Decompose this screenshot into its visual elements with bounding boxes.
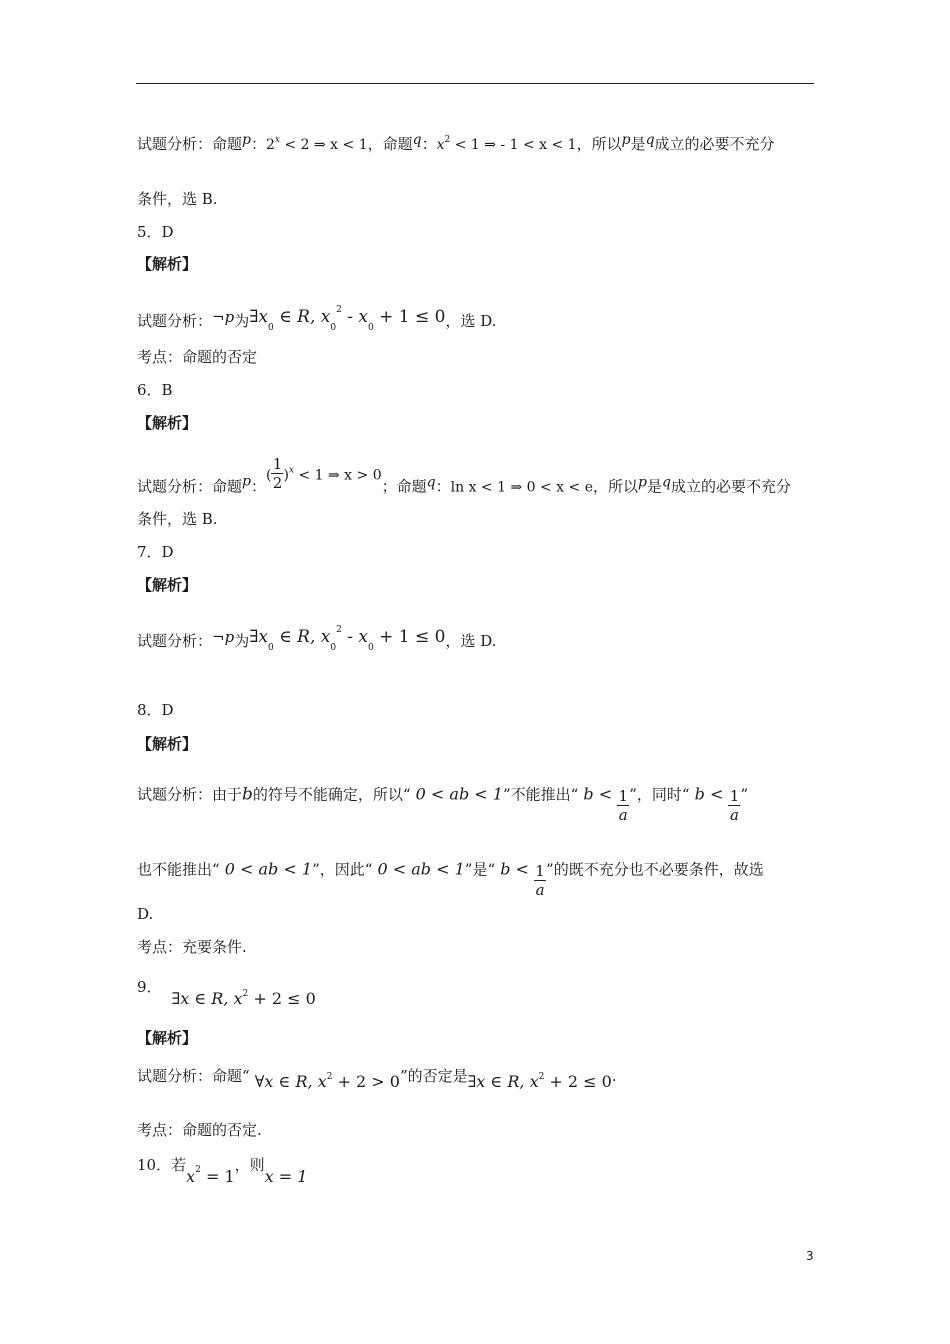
text: 成立的必要不充分 <box>670 477 791 496</box>
math-p: p <box>621 132 631 148</box>
math-expr: x <box>186 1167 196 1186</box>
fraction <box>534 863 546 898</box>
text: ： <box>421 135 437 153</box>
text: ，则 <box>234 1156 265 1174</box>
text: 的符号不能确定，所以“ <box>252 785 411 804</box>
text: 是 <box>646 477 662 496</box>
header-rule <box>136 83 814 84</box>
numerator: 1 <box>729 787 740 805</box>
text: ： <box>435 477 451 496</box>
math-expr: + 1 ≤ 0 <box>373 627 446 647</box>
analysis-line-8b <box>137 853 764 899</box>
math-q: q <box>426 474 436 491</box>
paren: ( <box>266 467 272 484</box>
numerator: 1 <box>272 455 283 473</box>
math-expr: ln x < 1 ⇒ 0 < x < e <box>450 479 593 496</box>
text: ，选 D. <box>445 632 497 650</box>
answer-9 <box>137 977 316 1009</box>
text: ”，同时“ <box>629 785 690 804</box>
section-label: 【解析】 <box>137 576 198 594</box>
section-label: 【解析】 <box>137 255 198 273</box>
answer-number: 5．D <box>137 223 174 241</box>
math-expr: ∈ R, x <box>273 307 331 327</box>
text: 试题分析： <box>137 312 213 330</box>
section-label: 【解析】 <box>137 1029 198 1047</box>
text: ”，因此“ <box>312 860 373 879</box>
math-not-p: ¬p <box>212 308 235 326</box>
math-sup: 2 <box>444 135 451 145</box>
math-expr: < 1 ⇒ - 1 < x < 1 <box>450 137 577 153</box>
math-expr: + 1 ≤ 0 <box>373 307 446 327</box>
text: ”是“ <box>464 860 496 879</box>
analysis-line-4 <box>137 130 775 155</box>
math-sub: 0 <box>330 323 337 333</box>
analysis-line-7 <box>137 620 496 658</box>
math-sub: 0 <box>268 643 274 653</box>
text: ”的既不充分也不必要条件，故选 <box>546 860 764 879</box>
math-expr: 0 < ab < 1 <box>372 859 465 879</box>
text: 试题分析：命题 <box>137 477 243 496</box>
math-p: p <box>242 473 251 490</box>
answer-10 <box>137 1155 307 1187</box>
denominator: a <box>618 806 628 824</box>
math-sup: x <box>274 135 280 145</box>
math-expr: ∀x ∈ R, x <box>249 1072 327 1091</box>
math-expr: < 2 ⇒ x < 1 <box>280 137 368 153</box>
text-line: 条件，选 B. <box>137 510 218 528</box>
math-expr: + 2 ≤ 0 <box>248 989 316 1008</box>
text: ”不能推出“ <box>502 785 579 804</box>
math-sup: 2 <box>336 625 342 635</box>
text: 是 <box>630 135 646 153</box>
fraction <box>271 456 283 491</box>
numerator: 1 <box>535 862 545 880</box>
analysis-line-9 <box>137 1066 617 1092</box>
answer-number: 10．若 <box>137 1156 187 1174</box>
math-expr: - x <box>341 627 368 647</box>
text: ，所以 <box>576 135 622 153</box>
math-fraction-expr <box>266 455 382 493</box>
math-expr: x = 1 <box>264 1167 308 1186</box>
text: ： <box>250 477 266 496</box>
math-expr: ∃x ∈ R, x <box>467 1072 539 1091</box>
math-expr: b < <box>578 784 618 804</box>
math-sub: 0 <box>367 323 374 333</box>
math-sup: 2 <box>336 305 342 315</box>
math-expr: < 1 ⇒ x > 0 <box>294 467 382 484</box>
paren: ) <box>283 467 289 484</box>
math-expr: ∃x <box>249 627 269 647</box>
denominator: a <box>729 806 739 824</box>
math-expr: ∃x ∈ R, x <box>171 989 243 1008</box>
text: 试题分析： <box>137 632 213 650</box>
section-label: 【解析】 <box>137 735 198 753</box>
fraction <box>728 788 740 823</box>
answer-number: 7．D <box>137 543 174 561</box>
math-q: q <box>661 474 671 491</box>
text: 为 <box>234 632 250 650</box>
math-expr: + 2 > 0 <box>332 1072 400 1091</box>
math-sub: 0 <box>330 643 337 653</box>
numerator: 1 <box>618 787 628 805</box>
denominator: 2 <box>272 474 283 492</box>
math-expr: x <box>436 137 445 153</box>
math-expr: + 2 ≤ 0 <box>544 1072 612 1091</box>
text-line: 条件，选 B. <box>137 190 218 208</box>
answer-number: 9． <box>137 978 162 996</box>
kaodian-line: 考点：命题的否定. <box>137 1121 262 1139</box>
math-not-p: ¬p <box>212 628 235 646</box>
kaodian-line: 考点：命题的否定 <box>137 348 258 366</box>
analysis-line-5 <box>137 300 496 338</box>
kaodian-line: 考点：充要条件. <box>137 938 247 956</box>
text: 为 <box>234 312 250 330</box>
text: ，所以 <box>592 477 638 496</box>
text: 试题分析：由于 <box>137 785 243 804</box>
math-sup: 2 <box>538 1072 545 1082</box>
math-expr: b < <box>689 784 729 804</box>
math-q: q <box>412 132 422 148</box>
text: ，选 D. <box>445 312 497 330</box>
math-expr: ∃x <box>249 307 269 327</box>
text: 也不能推出“ <box>137 860 220 879</box>
math-sup: 2 <box>242 989 249 999</box>
answer-number: 6．B <box>137 381 173 399</box>
section-label: 【解析】 <box>137 414 198 432</box>
math-sub: 0 <box>268 323 274 333</box>
math-sup: x <box>288 465 295 476</box>
math-q: q <box>645 132 655 148</box>
math-p: p <box>638 474 647 491</box>
text: 试题分析：命题 <box>137 135 243 153</box>
page-number: 3 <box>806 1249 814 1263</box>
math-b: b <box>242 784 253 805</box>
math-sub: 0 <box>367 643 374 653</box>
text-line: D. <box>137 905 154 923</box>
math-p: p <box>242 132 251 148</box>
math-sup: 2 <box>195 1165 201 1175</box>
math-expr: b < <box>495 859 535 879</box>
math-sup: 2 <box>326 1072 333 1082</box>
text: ： <box>250 135 266 153</box>
math-expr: - x <box>341 307 368 327</box>
analysis-line-8a <box>137 778 749 824</box>
text: . <box>611 1067 617 1085</box>
text: 成立的必要不充分 <box>654 135 775 153</box>
text: 试题分析：命题“ <box>137 1067 250 1085</box>
math-expr: ∈ R, x <box>273 627 331 647</box>
text: ，命题 <box>367 135 413 153</box>
text: ”的否定是 <box>399 1067 468 1085</box>
math-expr: 0 < ab < 1 <box>219 859 313 879</box>
denominator: a <box>535 881 545 899</box>
text: ；命题 <box>381 477 427 496</box>
text: ” <box>740 785 749 804</box>
math-expr: 0 < ab < 1 <box>410 784 503 804</box>
analysis-line-6 <box>137 455 791 505</box>
fraction <box>617 788 629 823</box>
answer-number: 8．D <box>137 701 174 719</box>
math-expr: = 1 <box>200 1167 235 1186</box>
math-expr: 2 <box>266 137 275 153</box>
